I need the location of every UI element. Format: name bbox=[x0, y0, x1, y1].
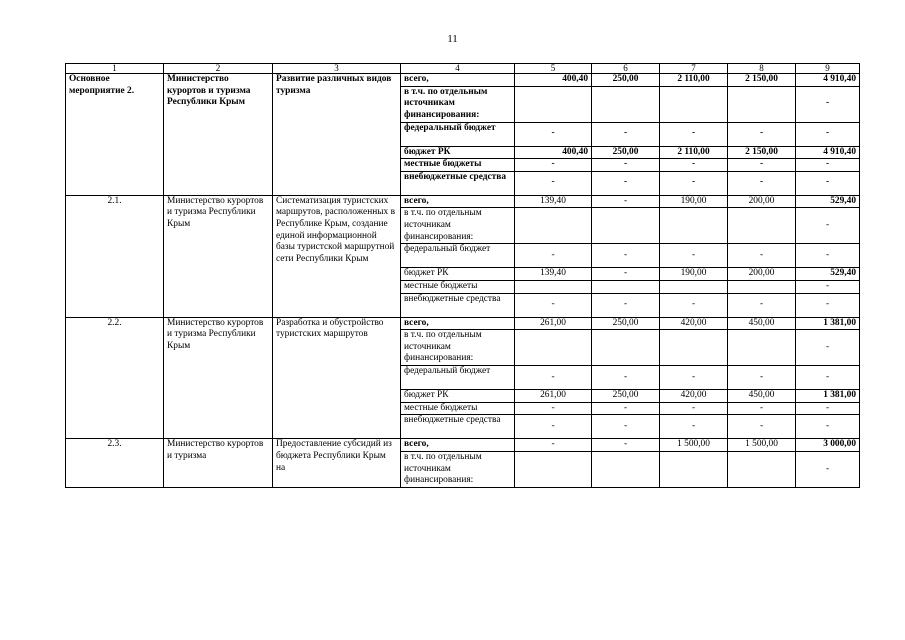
value-cell bbox=[728, 86, 796, 122]
measure-name: Разработка и обустройство туристских маршрутов bbox=[273, 317, 401, 439]
value-cell bbox=[515, 280, 592, 293]
measure-name: Развитие различных видов туризма bbox=[273, 74, 401, 196]
header-cell: 5 bbox=[515, 64, 592, 74]
table-row bbox=[66, 317, 860, 330]
value-cell: - bbox=[515, 439, 592, 452]
header-cell: 4 bbox=[401, 64, 515, 74]
value-cell: 250,00 bbox=[592, 74, 660, 87]
row-total-label: всего, bbox=[401, 195, 515, 208]
header-cell: 2 bbox=[164, 64, 273, 74]
value-cell: - bbox=[592, 293, 660, 317]
measure-number: 2.1. bbox=[66, 195, 164, 317]
value-cell: - bbox=[515, 402, 592, 415]
value-cell: - bbox=[660, 159, 728, 172]
value-cell bbox=[515, 451, 592, 487]
value-cell: 420,00 bbox=[660, 317, 728, 330]
value-cell: - bbox=[592, 244, 660, 268]
value-cell: 2 150,00 bbox=[728, 74, 796, 87]
table-row bbox=[66, 74, 860, 87]
value-cell: - bbox=[592, 439, 660, 452]
value-cell: 450,00 bbox=[728, 317, 796, 330]
value-cell: - bbox=[728, 293, 796, 317]
value-cell: - bbox=[515, 159, 592, 172]
row-local-budgets-label: местные бюджеты bbox=[401, 159, 515, 172]
value-cell: 529,40 bbox=[796, 195, 860, 208]
value-cell bbox=[660, 280, 728, 293]
value-cell: 2 150,00 bbox=[728, 146, 796, 159]
value-cell: 1 500,00 bbox=[728, 439, 796, 452]
value-cell: - bbox=[592, 415, 660, 439]
row-local-budgets-label: местные бюджеты bbox=[401, 402, 515, 415]
value-cell: - bbox=[660, 171, 728, 195]
value-cell: 261,00 bbox=[515, 317, 592, 330]
value-cell: - bbox=[660, 366, 728, 390]
value-cell: - bbox=[728, 159, 796, 172]
value-cell: 400,40 bbox=[515, 74, 592, 87]
measure-number: Основное мероприятие 2. bbox=[66, 74, 164, 196]
value-cell: 529,40 bbox=[796, 268, 860, 281]
value-cell: - bbox=[796, 415, 860, 439]
row-rk-budget-label: бюджет РК bbox=[401, 390, 515, 403]
row-rk-budget-label: бюджет РК bbox=[401, 146, 515, 159]
value-cell: - bbox=[796, 159, 860, 172]
value-cell: - bbox=[592, 268, 660, 281]
header-cell: 8 bbox=[728, 64, 796, 74]
value-cell: 250,00 bbox=[592, 146, 660, 159]
responsible-executor: Министерство курортов и туризма Республики Крым bbox=[164, 74, 273, 196]
row-federal-budget-label: федеральный бюджет bbox=[401, 244, 515, 268]
value-cell: 1 500,00 bbox=[660, 439, 728, 452]
row-federal-budget-label: федеральный бюджет bbox=[401, 366, 515, 390]
row-rk-budget-label: бюджет РК bbox=[401, 268, 515, 281]
header-cell: 7 bbox=[660, 64, 728, 74]
value-cell bbox=[515, 330, 592, 366]
measure-name: Предоставление субсидий из бюджета Республики Крым на bbox=[273, 439, 401, 488]
value-cell bbox=[728, 451, 796, 487]
value-cell: - bbox=[796, 171, 860, 195]
value-cell: - bbox=[515, 415, 592, 439]
value-cell bbox=[592, 280, 660, 293]
row-federal-budget-label: федеральный бюджет bbox=[401, 122, 515, 146]
header-cell: 3 bbox=[273, 64, 401, 74]
value-cell: - bbox=[796, 451, 860, 487]
row-by-sources-label: в т.ч. по отдельным источникам финансирования: bbox=[401, 86, 515, 122]
value-cell: 190,00 bbox=[660, 195, 728, 208]
row-extrabudgetary-label: внебюджетные средства bbox=[401, 293, 515, 317]
header-cell: 1 bbox=[66, 64, 164, 74]
row-local-budgets-label: местные бюджеты bbox=[401, 280, 515, 293]
value-cell: 200,00 bbox=[728, 268, 796, 281]
value-cell: - bbox=[515, 171, 592, 195]
value-cell: - bbox=[796, 293, 860, 317]
value-cell: 4 910,40 bbox=[796, 146, 860, 159]
value-cell bbox=[515, 86, 592, 122]
table-row bbox=[66, 195, 860, 208]
value-cell: 261,00 bbox=[515, 390, 592, 403]
value-cell: 190,00 bbox=[660, 268, 728, 281]
value-cell: 4 910,40 bbox=[796, 74, 860, 87]
value-cell bbox=[660, 451, 728, 487]
value-cell bbox=[728, 280, 796, 293]
value-cell: - bbox=[796, 122, 860, 146]
row-total-label: всего, bbox=[401, 317, 515, 330]
value-cell: - bbox=[728, 171, 796, 195]
row-by-sources-label: в т.ч. по отдельным источникам финансирования: bbox=[401, 451, 515, 487]
value-cell: - bbox=[796, 244, 860, 268]
value-cell: 1 381,00 bbox=[796, 390, 860, 403]
value-cell: - bbox=[515, 293, 592, 317]
value-cell: 200,00 bbox=[728, 195, 796, 208]
value-cell bbox=[515, 208, 592, 244]
value-cell: - bbox=[515, 122, 592, 146]
header-row bbox=[66, 64, 860, 74]
value-cell: 2 110,00 bbox=[660, 146, 728, 159]
row-by-sources-label: в т.ч. по отдельным источникам финансирования: bbox=[401, 330, 515, 366]
value-cell: - bbox=[592, 402, 660, 415]
value-cell: 2 110,00 bbox=[660, 74, 728, 87]
budget-table bbox=[65, 63, 860, 488]
value-cell: 3 000,00 bbox=[796, 439, 860, 452]
measure-number: 2.2. bbox=[66, 317, 164, 439]
value-cell bbox=[592, 451, 660, 487]
row-extrabudgetary-label: внебюджетные средства bbox=[401, 415, 515, 439]
value-cell: - bbox=[796, 402, 860, 415]
value-cell: - bbox=[728, 366, 796, 390]
value-cell: 400,40 bbox=[515, 146, 592, 159]
value-cell bbox=[660, 208, 728, 244]
value-cell: - bbox=[796, 366, 860, 390]
table-row bbox=[66, 439, 860, 452]
value-cell: - bbox=[796, 280, 860, 293]
value-cell: - bbox=[592, 159, 660, 172]
row-total-label: всего, bbox=[401, 74, 515, 87]
responsible-executor: Министерство курортов и туризма bbox=[164, 439, 273, 488]
value-cell: - bbox=[728, 244, 796, 268]
value-cell: - bbox=[728, 415, 796, 439]
value-cell bbox=[592, 86, 660, 122]
value-cell: - bbox=[796, 208, 860, 244]
responsible-executor: Министерство курортов и туризма Республики Крым bbox=[164, 195, 273, 317]
measure-number: 2.3. bbox=[66, 439, 164, 488]
value-cell: - bbox=[592, 366, 660, 390]
value-cell: 139,40 bbox=[515, 268, 592, 281]
value-cell: 250,00 bbox=[592, 390, 660, 403]
value-cell: 450,00 bbox=[728, 390, 796, 403]
row-total-label: всего, bbox=[401, 439, 515, 452]
value-cell: - bbox=[660, 402, 728, 415]
value-cell: 420,00 bbox=[660, 390, 728, 403]
row-by-sources-label: в т.ч. по отдельным источникам финансирования: bbox=[401, 208, 515, 244]
value-cell: - bbox=[660, 415, 728, 439]
value-cell bbox=[660, 86, 728, 122]
value-cell: - bbox=[660, 244, 728, 268]
value-cell: - bbox=[515, 244, 592, 268]
value-cell bbox=[592, 208, 660, 244]
responsible-executor: Министерство курортов и туризма Республики Крым bbox=[164, 317, 273, 439]
value-cell bbox=[728, 208, 796, 244]
value-cell: 1 381,00 bbox=[796, 317, 860, 330]
value-cell: - bbox=[592, 195, 660, 208]
header-cell: 6 bbox=[592, 64, 660, 74]
value-cell bbox=[728, 330, 796, 366]
value-cell: - bbox=[592, 171, 660, 195]
row-extrabudgetary-label: внебюджетные средства bbox=[401, 171, 515, 195]
value-cell: - bbox=[515, 366, 592, 390]
value-cell: - bbox=[728, 122, 796, 146]
value-cell: 139,40 bbox=[515, 195, 592, 208]
value-cell: - bbox=[796, 86, 860, 122]
value-cell: - bbox=[728, 402, 796, 415]
header-cell: 9 bbox=[796, 64, 860, 74]
page-number: 11 bbox=[447, 33, 458, 45]
value-cell: - bbox=[796, 330, 860, 366]
value-cell bbox=[592, 330, 660, 366]
value-cell: - bbox=[592, 122, 660, 146]
value-cell: - bbox=[660, 293, 728, 317]
measure-name: Систематизация туристских маршрутов, расположенных в Республике Крым, создание единой информационной базы туристской маршрутной сети Республики Крым bbox=[273, 195, 401, 317]
value-cell: - bbox=[660, 122, 728, 146]
value-cell: 250,00 bbox=[592, 317, 660, 330]
value-cell bbox=[660, 330, 728, 366]
